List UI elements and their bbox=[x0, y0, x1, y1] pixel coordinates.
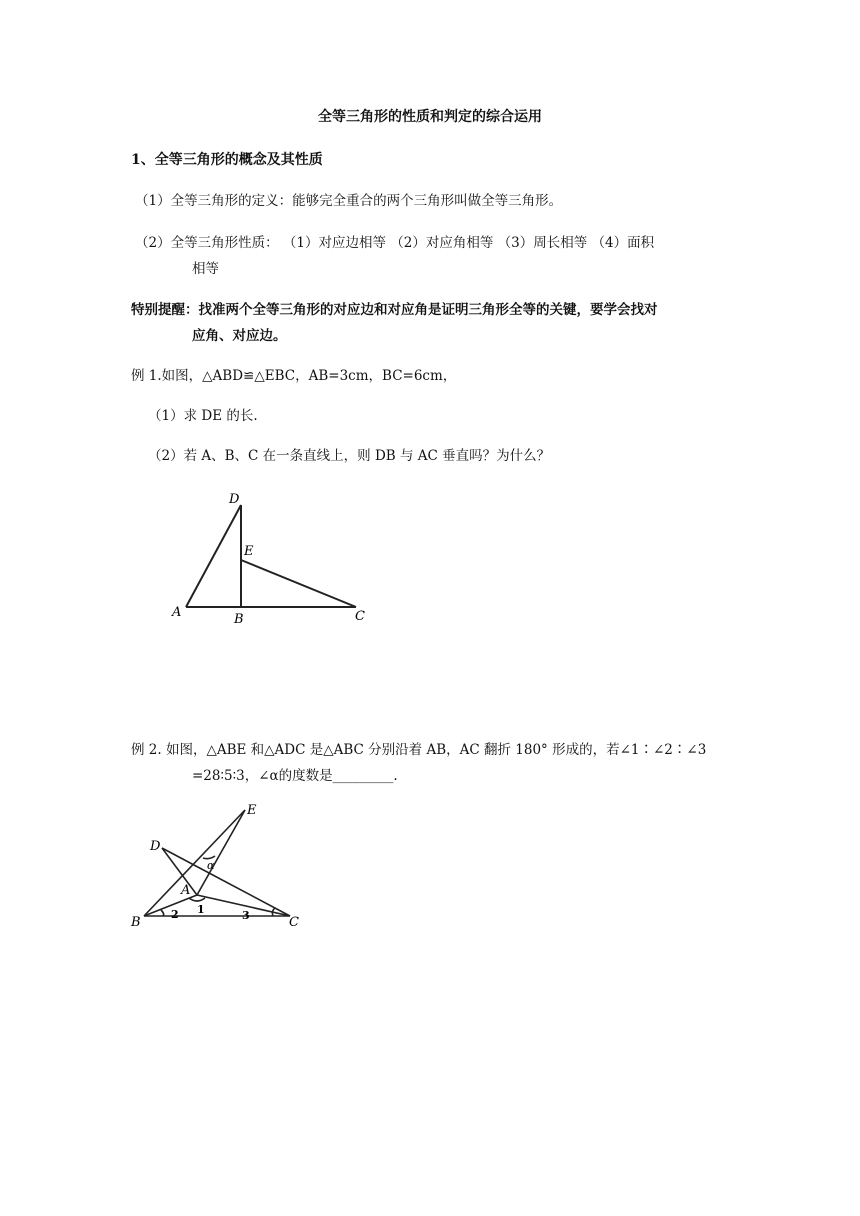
label-d: D bbox=[229, 492, 240, 507]
section-heading: 1、全等三角形的概念及其性质 bbox=[131, 152, 323, 168]
line-cd bbox=[162, 848, 290, 916]
label-angle-3: 3 bbox=[242, 909, 250, 922]
line-ad bbox=[186, 505, 241, 607]
example2-line2: =28∶5∶3，∠α的度数是_________. bbox=[192, 768, 398, 784]
label-b: B bbox=[131, 915, 141, 930]
page-title: 全等三角形的性质和判定的综合运用 bbox=[318, 109, 542, 125]
label-e: E bbox=[247, 803, 257, 818]
label-c: C bbox=[289, 915, 299, 930]
example1-figure bbox=[165, 485, 380, 630]
label-a: A bbox=[172, 605, 182, 620]
label-d: D bbox=[150, 839, 161, 854]
example1-question1: （1）求 DE 的长. bbox=[148, 408, 258, 424]
label-b: B bbox=[234, 612, 244, 627]
angle-2-arc bbox=[161, 910, 164, 916]
example2-line1: 例 2. 如图，△ABE 和△ADC 是△ABC 分别沿着 AB，AC 翻折 180° 形成的，若∠1∶∠2∶∠3 bbox=[131, 742, 707, 758]
angle-1-arc bbox=[189, 898, 205, 901]
example1-question2: （2）若 A、B、C 在一条直线上，则 DB 与 AC 垂直吗？为什么？ bbox=[148, 448, 551, 464]
tip-text-line1: 特别提醒：找准两个全等三角形的对应边和对应角是证明三角形全等的关键，要学会找对 bbox=[131, 302, 658, 318]
tip-text-line2: 应角、对应边。 bbox=[192, 328, 287, 344]
example2-figure bbox=[125, 800, 315, 935]
line-ec bbox=[241, 560, 356, 607]
property-text-line1: （2）全等三角形性质： （1）对应边相等 （2）对应角相等 （3）周长相等 （4）面积 bbox=[135, 235, 655, 251]
property-text-line2: 相等 bbox=[192, 261, 219, 277]
label-c: C bbox=[355, 609, 365, 624]
label-alpha: α bbox=[207, 859, 215, 872]
line-da bbox=[162, 848, 197, 895]
definition-text: （1）全等三角形的定义：能够完全重合的两个三角形叫做全等三角形。 bbox=[135, 193, 563, 209]
label-e: E bbox=[244, 544, 254, 559]
label-angle-2: 2 bbox=[171, 908, 179, 921]
label-angle-1: 1 bbox=[197, 903, 205, 916]
example1-intro: 例 1.如图，△ABD≌△EBC，AB=3cm，BC=6cm， bbox=[131, 368, 457, 384]
label-a: A bbox=[181, 883, 191, 898]
